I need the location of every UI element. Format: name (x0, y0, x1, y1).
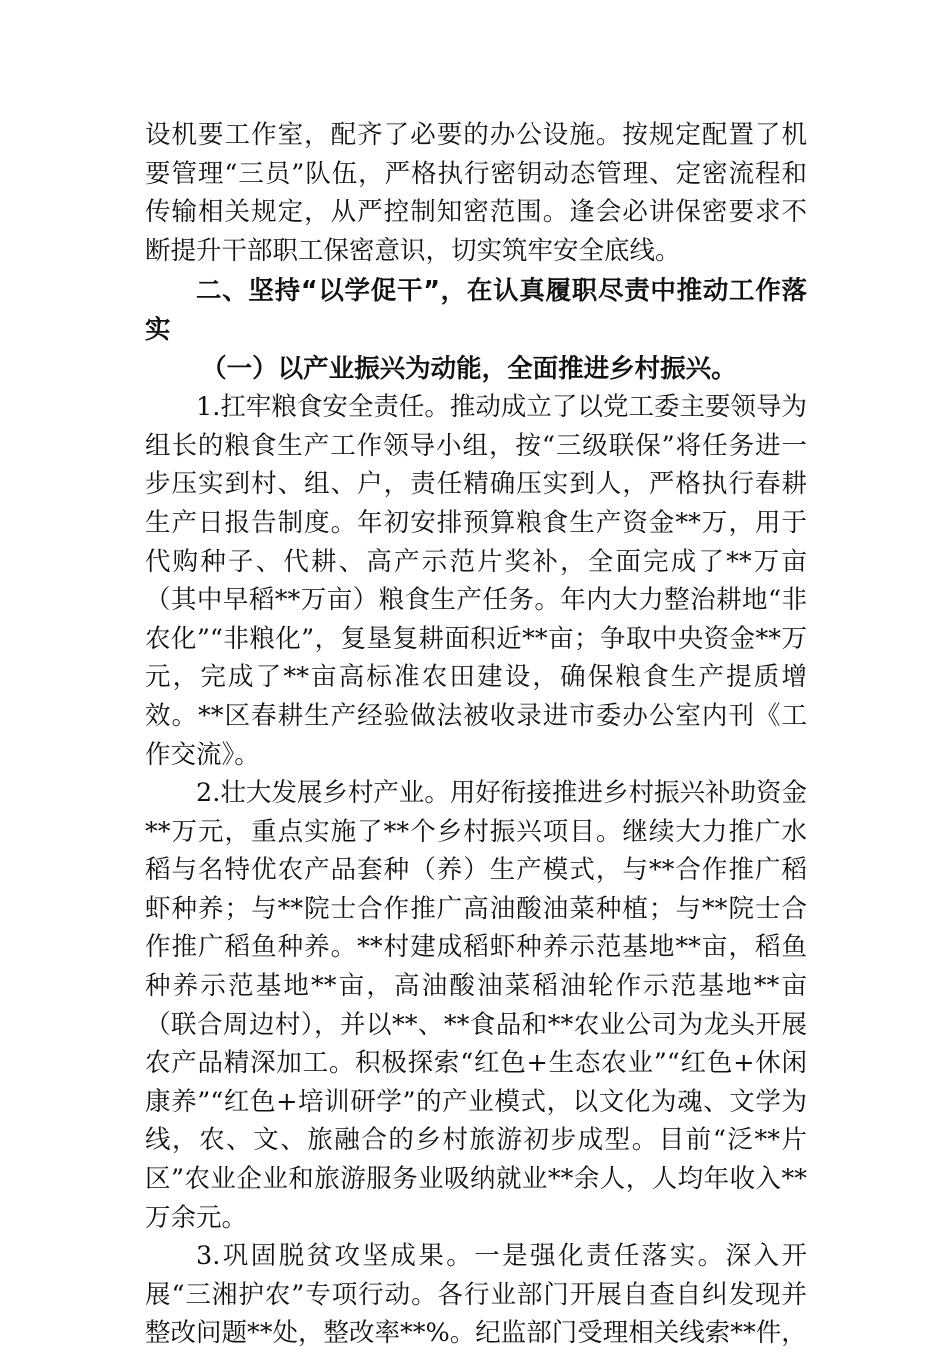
paragraph-poverty-results: 3.巩固脱贫攻坚成果。一是强化责任落实。深入开展“三湘护农”专项行动。各行业部门开展自查自纠发现并整改问题**处，整改率**%。纪监部门受理相关线索**件， (145, 1241, 807, 1349)
section-heading: 二、坚持“以学促干”，在认真履职尽责中推动工作落实 (145, 276, 807, 345)
paragraph-rural-industry: 2.壮大发展乡村产业。用好衔接推进乡村振兴补助资金**万元，重点实施了**个乡村振兴项目。继续大力推广水稻与名特优农产品套种（养）生产模式，与**合作推广稻虾种养；与**院士合作推广高油酸油菜种植；与**院士合作推广稻鱼种养。**村建成稻虾种养示范基地**亩，稻鱼种养示范基地**亩，高油酸油菜稻油轮作示范基地**亩（联合周边村），并以**、**食品和**农业公司为龙头开展农产品精深加工。积极探索“红色+生态农业”“红色+休闲康养”“红色+培训研学”的产业模式，以文化为魂、文学为线，农、文、旅融合的乡村旅游初步成型。目前“泛**片区”农业企业和旅游服务业吸纳就业**余人，人均年收入**万余元。 (145, 778, 807, 1233)
paragraph-grain-security: 1.扛牢粮食安全责任。推动成立了以党工委主要领导为组长的粮食生产工作领导小组，按“三级联保”将任务进一步压实到村、组、户，责任精确压实到人，严格执行春耕生产日报告制度。年初安排预算粮食生产资金**万，用于代购种子、代耕、高产示范片奖补，全面完成了**万亩（其中早稻**万亩）粮食生产任务。年内大力整治耕地“非农化”“非粮化”，复垦复耕面积近**亩；争取中央资金**万元，完成了**亩高标准农田建设，确保粮食生产提质增效。**区春耕生产经验做法被收录进市委办公室内刊《工作交流》。 (145, 392, 807, 770)
document-body (145, 116, 807, 1353)
subsection-heading: （一）以产业振兴为动能，全面推进乡村振兴。 (201, 353, 737, 384)
paragraph-continued: 设机要工作室，配齐了必要的办公设施。按规定配置了机要管理“三员”队伍，严格执行密钥动态管理、定密流程和传输相关规定，从严控制知密范围。逢会必讲保密要求不断提升干部职工保密意识，切实筑牢安全底线。 (145, 120, 807, 266)
